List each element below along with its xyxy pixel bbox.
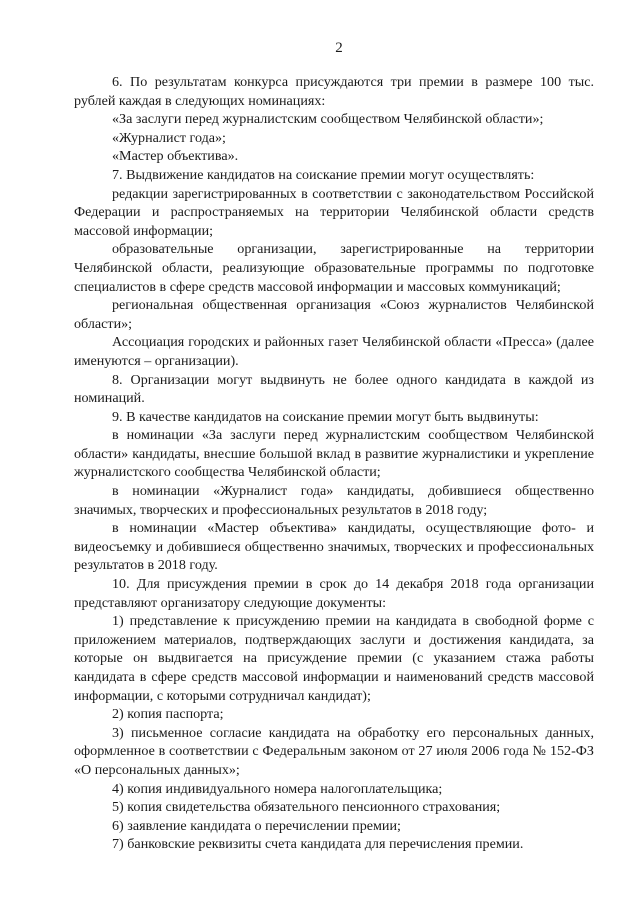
paragraph-10-documents: 10. Для присуждения премии в срок до 14 декабря 2018 года организации представляют организатору следующие документы: (74, 576, 594, 611)
nomination-merits: «За заслуги перед журналистским сообществом Челябинской области»; (112, 111, 544, 128)
document-item-4: 4) копия индивидуального номера налогоплательщика; (112, 780, 443, 797)
nominator-media-outlets: редакции зарегистрированных в соответствии с законодательством Российской Федерации и распространяемых на территории Челябинской области средств массовой информации; (74, 185, 594, 239)
nomination-journalist-of-year: «Журналист года»; (112, 129, 226, 146)
candidate-journalist-of-year: в номинации «Журналист года» кандидаты, добившиеся общественно значимых, творческих и профессиональных результатов в 2018 году; (74, 483, 594, 518)
paragraph-7-nominators: 7. Выдвижение кандидатов на соискание премии могут осуществлять: (112, 166, 535, 183)
document-item-1: 1) представление к присуждению премии на кандидата в свободной форме с приложением материалов, подтверждающих заслуги и достижения кандидата, за которые он выдвигается на присуждение премии (с указанием стажа работы кандидата в сфере средств массовой информации и наименований средств массовой информации, с которыми сотрудничал кандидат); (74, 613, 594, 704)
document-item-7: 7) банковские реквизиты счета кандидата для перечисления премии. (112, 836, 524, 853)
document-item-5: 5) копия свидетельства обязательного пенсионного страхования; (112, 799, 501, 816)
paragraph-8-limit: 8. Организации могут выдвинуть не более одного кандидата в каждой из номинаций. (74, 371, 594, 407)
document-body (74, 73, 594, 854)
page-number: 2 (335, 40, 343, 56)
nominator-educational-orgs: образовательные организации, зарегистрированные на территории Челябинской области, реализующие образовательные программы по подготовке специалистов в сфере средств массовой информации и массовых коммуникаций; (74, 241, 594, 295)
document-item-2: 2) копия паспорта; (112, 706, 224, 723)
paragraph-9-candidates: 9. В качестве кандидатов на соискание премии могут быть выдвинуты: (112, 408, 539, 425)
nominator-press-association: Ассоциация городских и районных газет Челябинской области «Пресса» (далее именуются – организации). (74, 334, 594, 369)
nomination-lens-master: «Мастер объектива». (112, 148, 239, 165)
document-item-6: 6) заявление кандидата о перечислении премии; (112, 817, 401, 834)
document-item-3: 3) письменное согласие кандидата на обработку его персональных данных, оформленное в соответствии с Федеральным законом от 27 июля 2006 года № 152-ФЗ «О персональных данных»; (74, 724, 594, 778)
nominator-journalists-union: региональная общественная организация «Союз журналистов Челябинской области»; (74, 297, 594, 332)
candidate-lens-master: в номинации «Мастер объектива» кандидаты, осуществляющие фото- и видеосъемку и добившиеся общественно значимых, творческих и профессиональных результатов в 2018 году. (74, 520, 594, 574)
candidate-merits: в номинации «За заслуги перед журналистским сообществом Челябинской области» кандидаты, внесшие большой вклад в развитие журналистики и укрепление журналистского сообщества Челябинской области; (74, 427, 594, 481)
paragraph-6-prizes: 6. По результатам конкурса присуждаются три премии в размере 100 тыс. рублей каждая в следующих номинациях: (74, 74, 594, 109)
